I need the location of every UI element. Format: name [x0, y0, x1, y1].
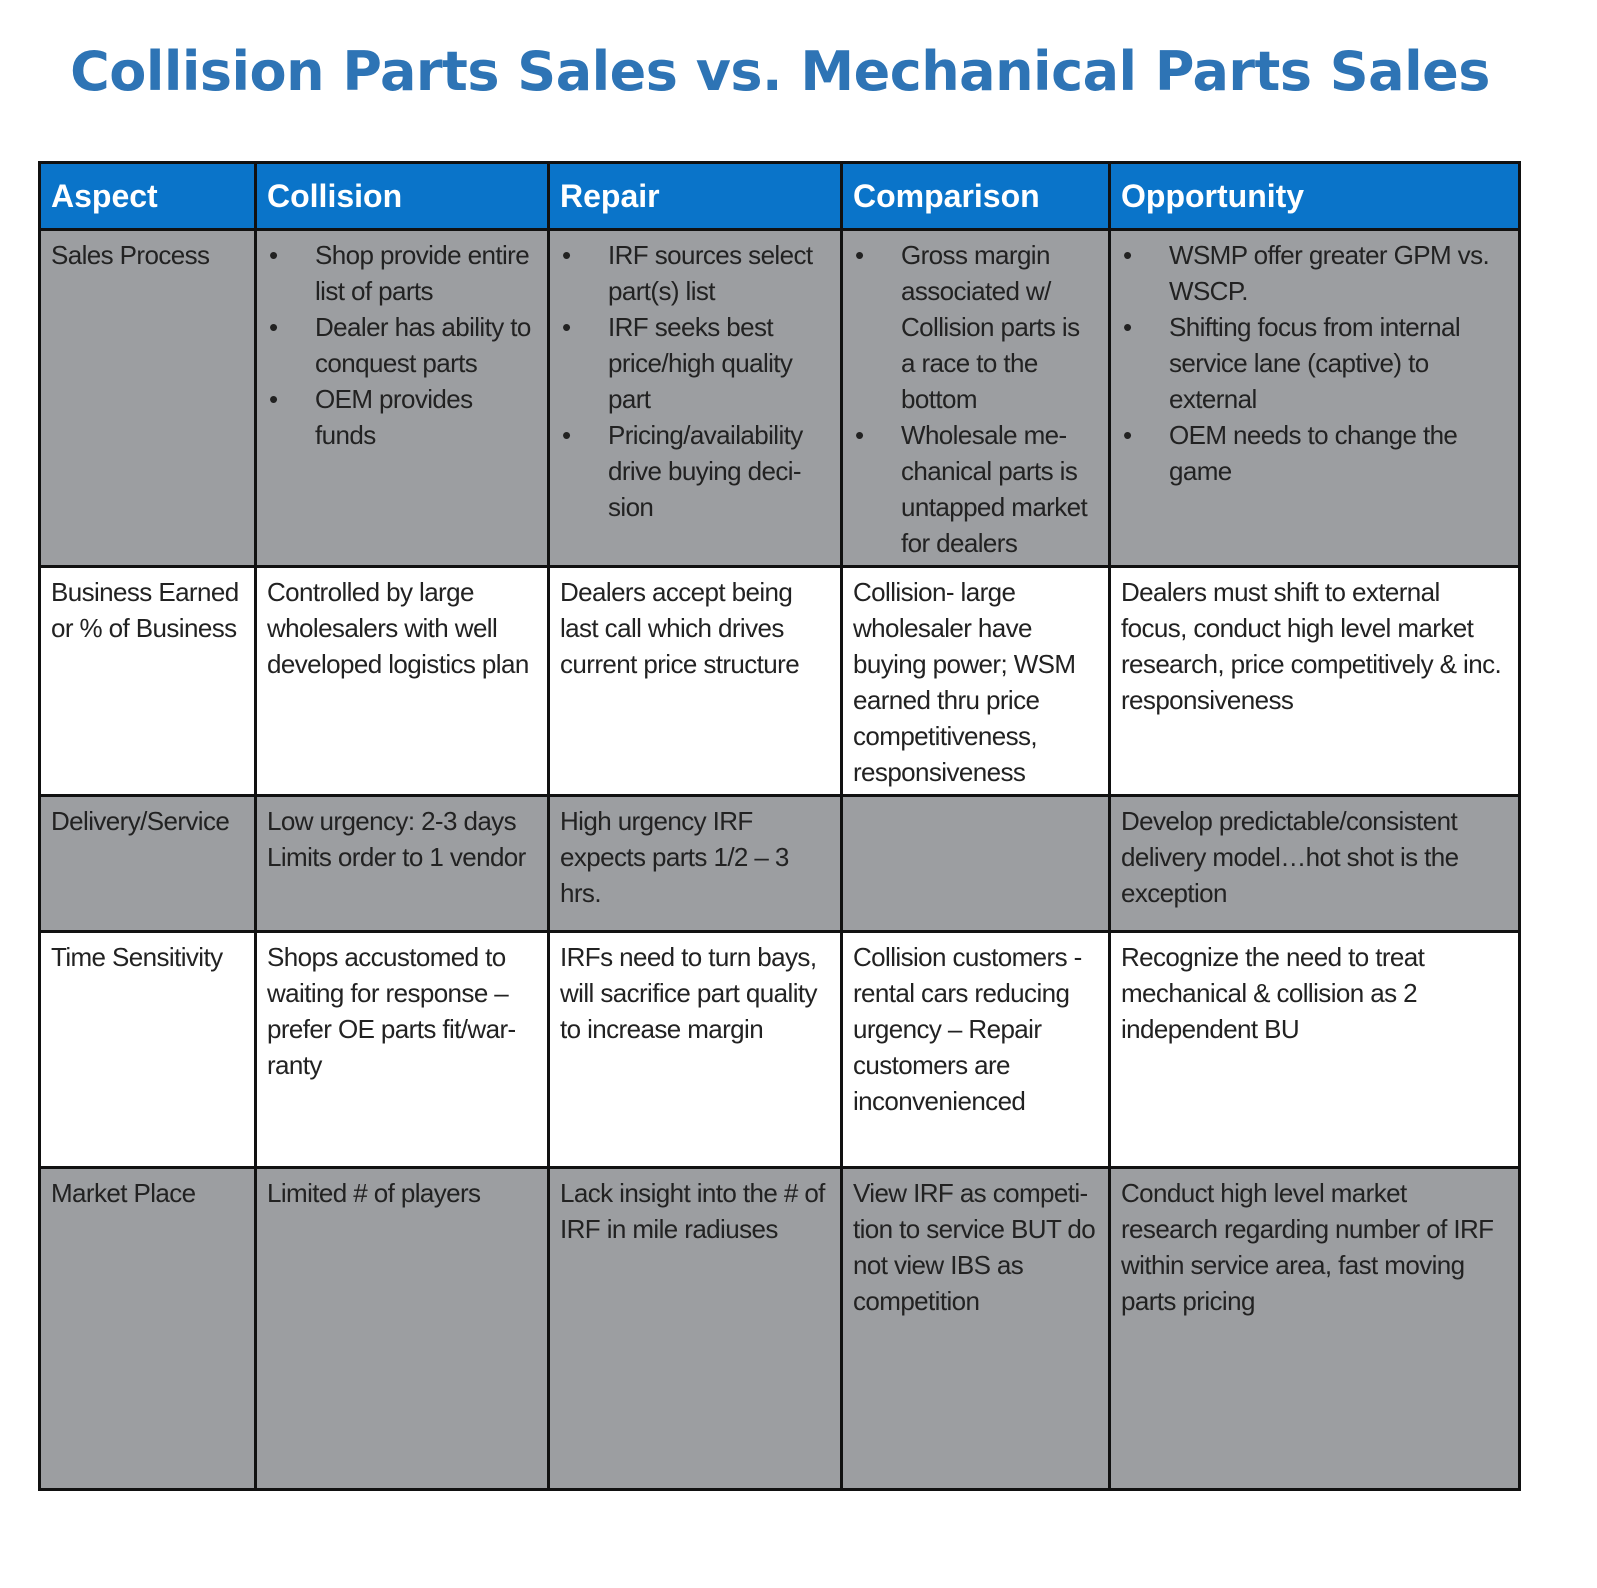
- list-item: • Gross margin associated w/ Collision parts is a race to the bottom: [853, 237, 1098, 417]
- cell-opportunity: Conduct high level market research regarding number of IRF within service area, fast moving parts pricing: [1110, 1168, 1520, 1490]
- table-row-business-earned: [40, 567, 1520, 796]
- table-row-delivery-service: [40, 796, 1520, 932]
- comparison-table: [38, 161, 1521, 1491]
- bullet-list: [267, 237, 537, 453]
- header-aspect: Aspect: [40, 163, 256, 230]
- cell-aspect: Time Sensitivity: [40, 932, 256, 1168]
- cell-opportunity: Develop predictable/consistent delivery model…hot shot is the exception: [1110, 796, 1520, 932]
- page-title: Collision Parts Sales vs. Mechanical Parts Sales: [70, 40, 1490, 103]
- header-row: [40, 163, 1520, 230]
- table-row-sales-process: [40, 230, 1520, 567]
- list-item: • Shifting focus from internal service lane (captive) to external: [1121, 309, 1508, 417]
- list-item: • Pricing/availability drive buying deci-sion: [560, 417, 830, 525]
- bullet-list: [853, 237, 1098, 561]
- header-collision: Collision: [256, 163, 549, 230]
- cell-comparison: [842, 796, 1110, 932]
- table-row-market-place: [40, 1168, 1520, 1490]
- cell-comparison: [842, 230, 1110, 567]
- cell-repair: [549, 230, 842, 567]
- cell-repair: High urgency IRF expects parts 1/2 – 3 hrs.: [549, 796, 842, 932]
- cell-comparison: Collision customers -rental cars reducing urgency – Repair customers are inconvenienced: [842, 932, 1110, 1168]
- cell-aspect: Sales Process: [40, 230, 256, 567]
- header-comparison: Comparison: [842, 163, 1110, 230]
- list-item: • OEM needs to change the game: [1121, 417, 1508, 489]
- cell-comparison: View IRF as competi-tion to service BUT do not view IBS as competition: [842, 1168, 1110, 1490]
- table-row-time-sensitivity: [40, 932, 1520, 1168]
- list-item: • WSMP offer greater GPM vs. WSCP.: [1121, 237, 1508, 309]
- cell-opportunity: Dealers must shift to external focus, conduct high level market research, price competitively & inc. responsiveness: [1110, 567, 1520, 796]
- bullet-list: [1121, 237, 1508, 489]
- list-item: • IRF sources select part(s) list: [560, 237, 830, 309]
- cell-collision: Shops accustomed to waiting for response – prefer OE parts fit/war-ranty: [256, 932, 549, 1168]
- cell-repair: Dealers accept being last call which drives current price structure: [549, 567, 842, 796]
- cell-collision: Controlled by large wholesalers with well developed logistics plan: [256, 567, 549, 796]
- cell-aspect: Market Place: [40, 1168, 256, 1490]
- cell-opportunity: [1110, 230, 1520, 567]
- list-item: • OEM provides funds: [267, 381, 537, 453]
- cell-repair: IRFs need to turn bays, will sacrifice part quality to increase margin: [549, 932, 842, 1168]
- list-item: • Wholesale me-chanical parts is untapped market for dealers: [853, 417, 1098, 561]
- cell-collision: Limited # of players: [256, 1168, 549, 1490]
- header-repair: Repair: [549, 163, 842, 230]
- list-item: • IRF seeks best price/high quality part: [560, 309, 830, 417]
- cell-collision: [256, 230, 549, 567]
- cell-collision: Low urgency: 2-3 days Limits order to 1 vendor: [256, 796, 549, 932]
- cell-aspect: Delivery/Service: [40, 796, 256, 932]
- cell-aspect: Business Earned or % of Business: [40, 567, 256, 796]
- cell-opportunity: Recognize the need to treat mechanical & collision as 2 independent BU: [1110, 932, 1520, 1168]
- header-opportunity: Opportunity: [1110, 163, 1520, 230]
- cell-repair: Lack insight into the # of IRF in mile radiuses: [549, 1168, 842, 1490]
- bullet-list: [560, 237, 830, 525]
- list-item: • Dealer has ability to conquest parts: [267, 309, 537, 381]
- cell-comparison: Collision- large wholesaler have buying power; WSM earned thru price competitiveness, responsiveness: [842, 567, 1110, 796]
- list-item: • Shop provide entire list of parts: [267, 237, 537, 309]
